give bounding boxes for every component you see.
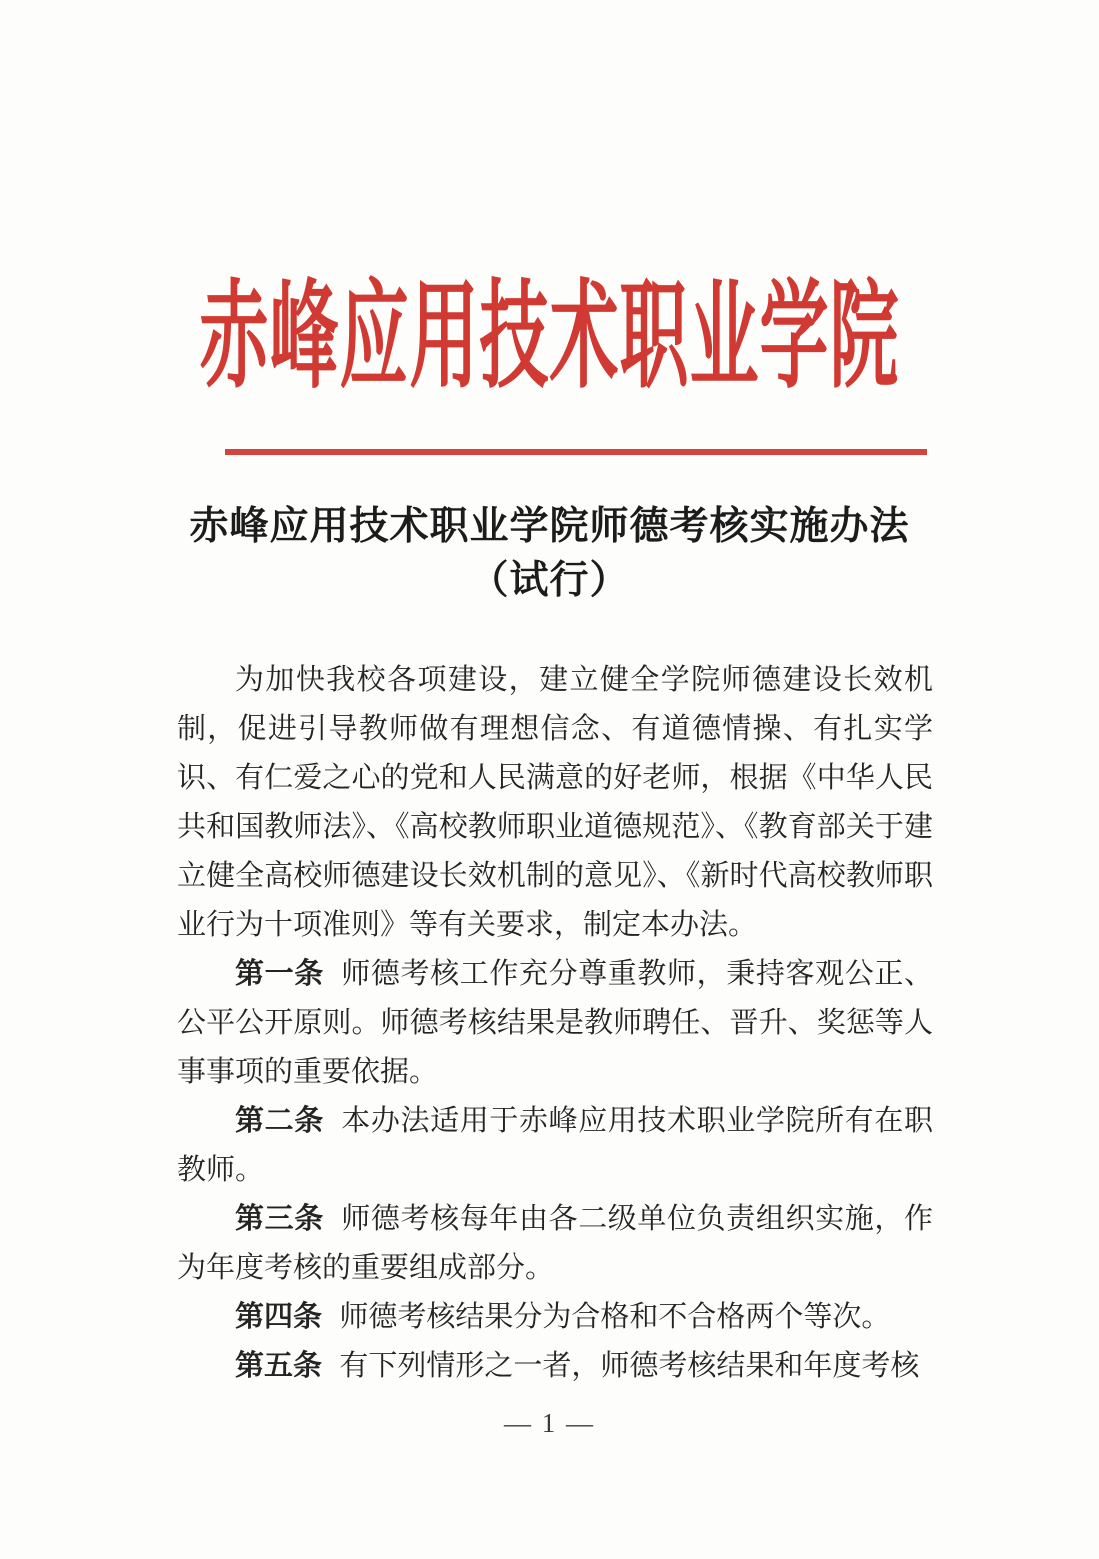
paragraph-text: 为加快我校各项建设，建立健全学院师德建设长效机制，促进引导教师做有理想信念、有道德情操、有扎实学识、有仁爱之心的党和人民满意的好老师，根据《中华人民共和国教师法》、《高校教师职业道德规范》、《教育部关于建立健全高校师德建设长效机制的意见》、《新时代高校教师职业行为十项准则》等有关要求，制定本办法。 bbox=[177, 664, 933, 941]
paragraph-text: 本办法适用于赤峰应用技术职业学院所有在职教师。 bbox=[177, 1105, 933, 1186]
document-subtitle: （试行） bbox=[469, 559, 630, 602]
page-number: — 1 — bbox=[504, 1408, 595, 1438]
body-paragraph bbox=[177, 1195, 933, 1293]
article-number: 第四条 bbox=[235, 1301, 323, 1333]
body-paragraph bbox=[177, 950, 933, 1097]
document-title-block bbox=[0, 500, 1099, 608]
document-title: 赤峰应用技术职业学院师德考核实施办法 bbox=[189, 505, 910, 548]
red-divider bbox=[225, 449, 927, 455]
body-paragraph bbox=[177, 1293, 933, 1342]
article-number: 第一条 bbox=[235, 958, 324, 990]
document-body bbox=[177, 656, 933, 1391]
body-paragraph bbox=[177, 656, 933, 950]
paragraph-text: 师德考核每年由各二级单位负责组织实施，作为年度考核的重要组成部分。 bbox=[177, 1203, 933, 1284]
paragraph-text: 有下列情形之一者，师德考核结果和年度考核 bbox=[339, 1350, 920, 1382]
letterhead-title: 赤峰应用技术职业学院 bbox=[199, 272, 900, 402]
paragraph-text: 师德考核结果分为合格和不合格两个等次。 bbox=[339, 1301, 891, 1333]
paragraph-text: 师德考核工作充分尊重教师，秉持客观公正、公平公开原则。师德考核结果是教师聘任、晋升、奖惩等人事事项的重要依据。 bbox=[177, 958, 933, 1088]
article-number: 第二条 bbox=[235, 1105, 324, 1137]
body-paragraph bbox=[177, 1342, 933, 1391]
article-number: 第三条 bbox=[235, 1203, 324, 1235]
article-number: 第五条 bbox=[235, 1350, 323, 1382]
body-paragraph bbox=[177, 1097, 933, 1195]
